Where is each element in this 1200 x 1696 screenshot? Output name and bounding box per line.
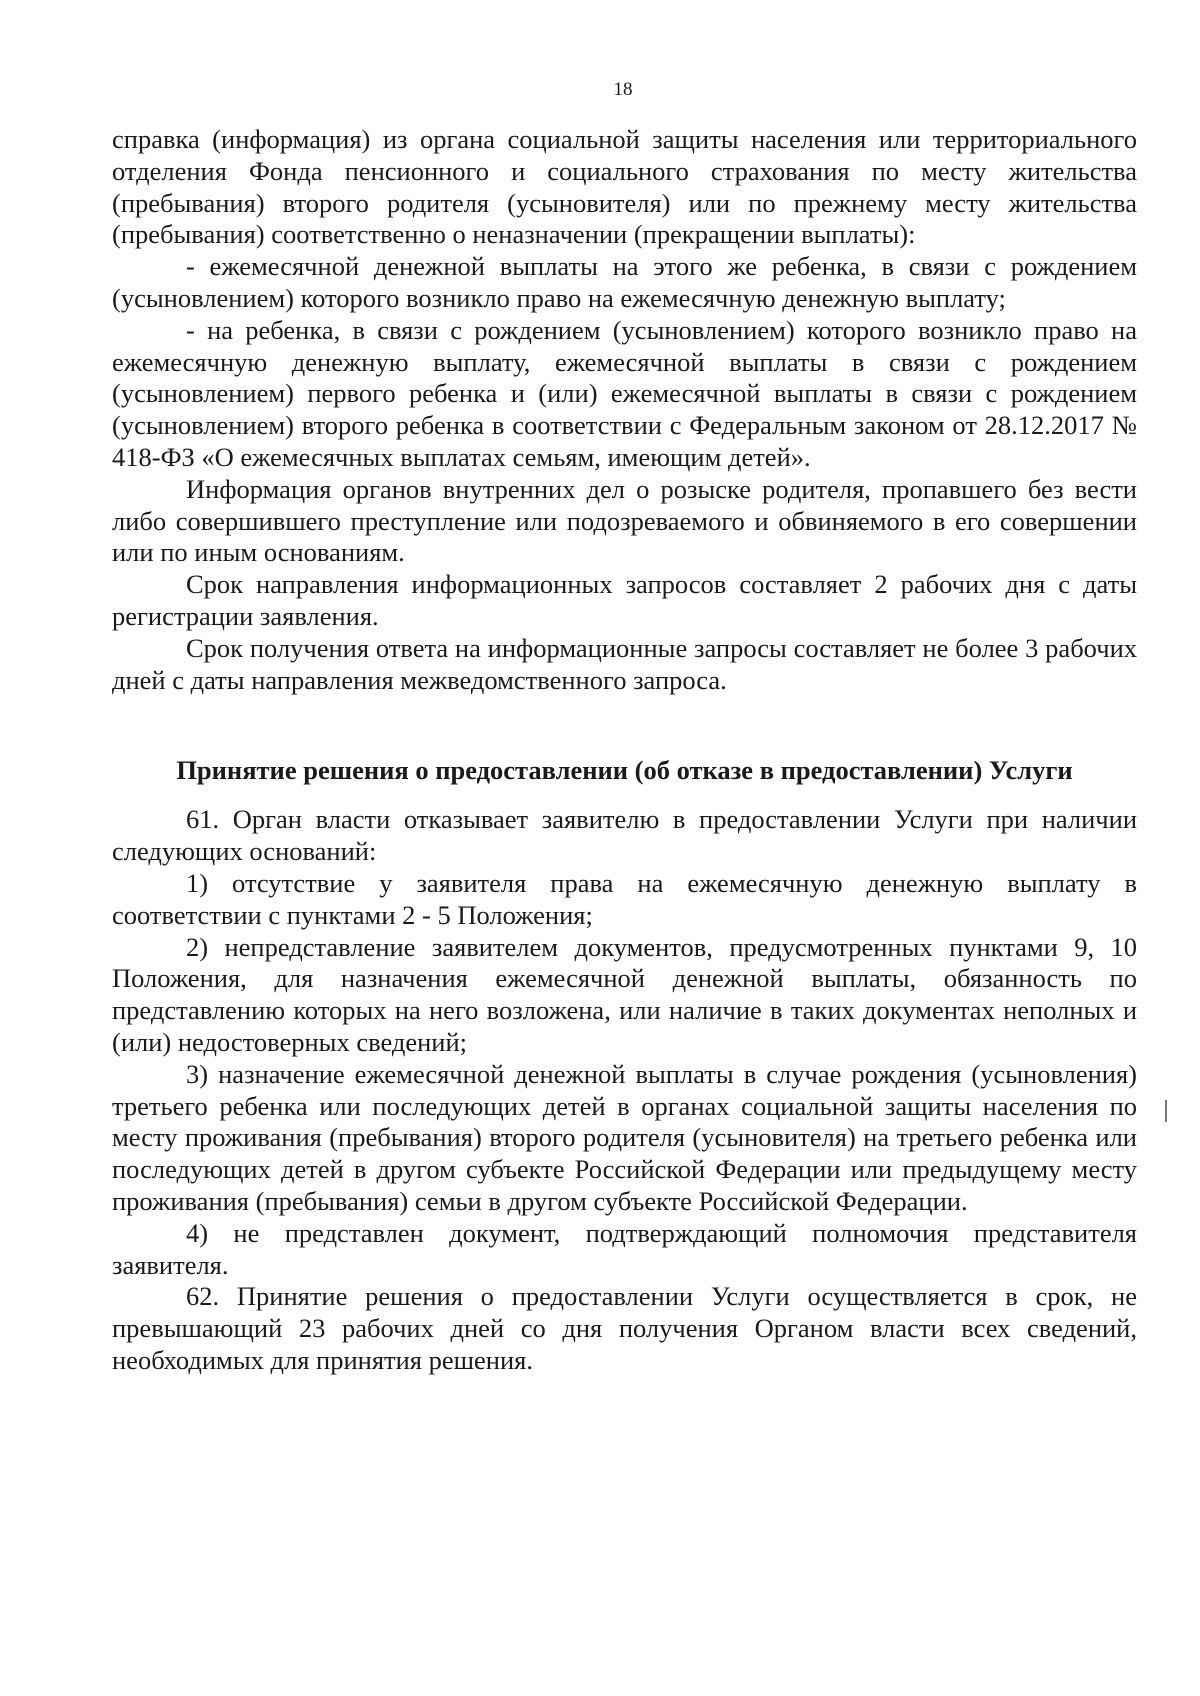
paragraph-certificate: справка (информация) из органа социальной защиты населения или территориального отделения Фонда пенсионного и социального страхования по месту жительства (пребывания) второго родителя (усыновителя) или по прежнему месту жительства (пребывания) соответственно о неназначении (прекращении выплаты): [112,124,1137,250]
scan-artifact-mark [1165,1100,1167,1122]
paragraph-internal-affairs-info: Информация органов внутренних дел о розыске родителя, пропавшего без вести либо совершившего преступление или подозреваемого и обвиняемого в его совершении или по иным основаниям. [112,473,1137,568]
refusal-reason-1: 1) отсутствие у заявителя права на ежемесячную денежную выплату в соответствии с пунктами 2 - 5 Положения; [112,867,1137,930]
paragraph-62: 62. Принятие решения о предоставлении Услуги осуществляется в срок, не превышающий 23 рабочих дней со дня получения Органом власти всех сведений, необходимых для принятия решения. [112,1281,1137,1375]
page-number: 18 [613,79,633,100]
paragraph-response-deadline: Срок получения ответа на информационные запросы составляет не более 3 рабочих дней с даты направления межведомственного запроса. [112,632,1137,695]
refusal-reason-2: 2) непредставление заявителем документов, предусмотренных пунктами 9, 10 Положения, для назначения ежемесячной денежной выплаты, обязанность по представлению которых на него возложена, или наличие в таких документах неполных и (или) недостоверных сведений; [112,931,1137,1057]
document-body [112,124,1137,1377]
paragraph-request-deadline: Срок направления информационных запросов составляет 2 рабочих дня с даты регистрации заявления. [112,569,1137,631]
paragraph-61: 61. Орган власти отказывает заявителю в предоставлении Услуги при наличии следующих оснований: [112,804,1137,867]
paragraph-child-payments: - на ребенка, в связи с рождением (усыновлением) которого возникло право на ежемесячную денежную выплату, ежемесячной выплаты в связи с рождением (усыновлением) первого ребенка и (или) ежемесячной выплаты в связи с рождением (усыновлением) второго ребенка в соответствии с Федеральным законом от 28.12.2017 № 418-ФЗ «О ежемесячных выплатах семьям, имеющим детей». [112,314,1137,472]
section-heading: Принятие решения о предоставлении (об отказе в предоставлении) Услуги [176,755,1073,786]
refusal-reason-3: 3) назначение ежемесячной денежной выплаты в случае рождения (усыновления) третьего ребенка или последующих детей в органах социальной защиты населения по месту проживания (пребывания) второго родителя (усыновителя) на третьего ребенка или последующих детей в другом субъекте Российской Федерации или предыдущему месту проживания (пребывания) семьи в другом субъекте Российской Федерации. [112,1058,1137,1216]
refusal-reason-4: 4) не представлен документ, подтверждающий полномочия представителя заявителя. [112,1217,1137,1280]
paragraph-monthly-payment: - ежемесячной денежной выплаты на этого же ребенка, в связи с рождением (усыновлением) которого возникло право на ежемесячную денежную выплату; [112,251,1137,313]
